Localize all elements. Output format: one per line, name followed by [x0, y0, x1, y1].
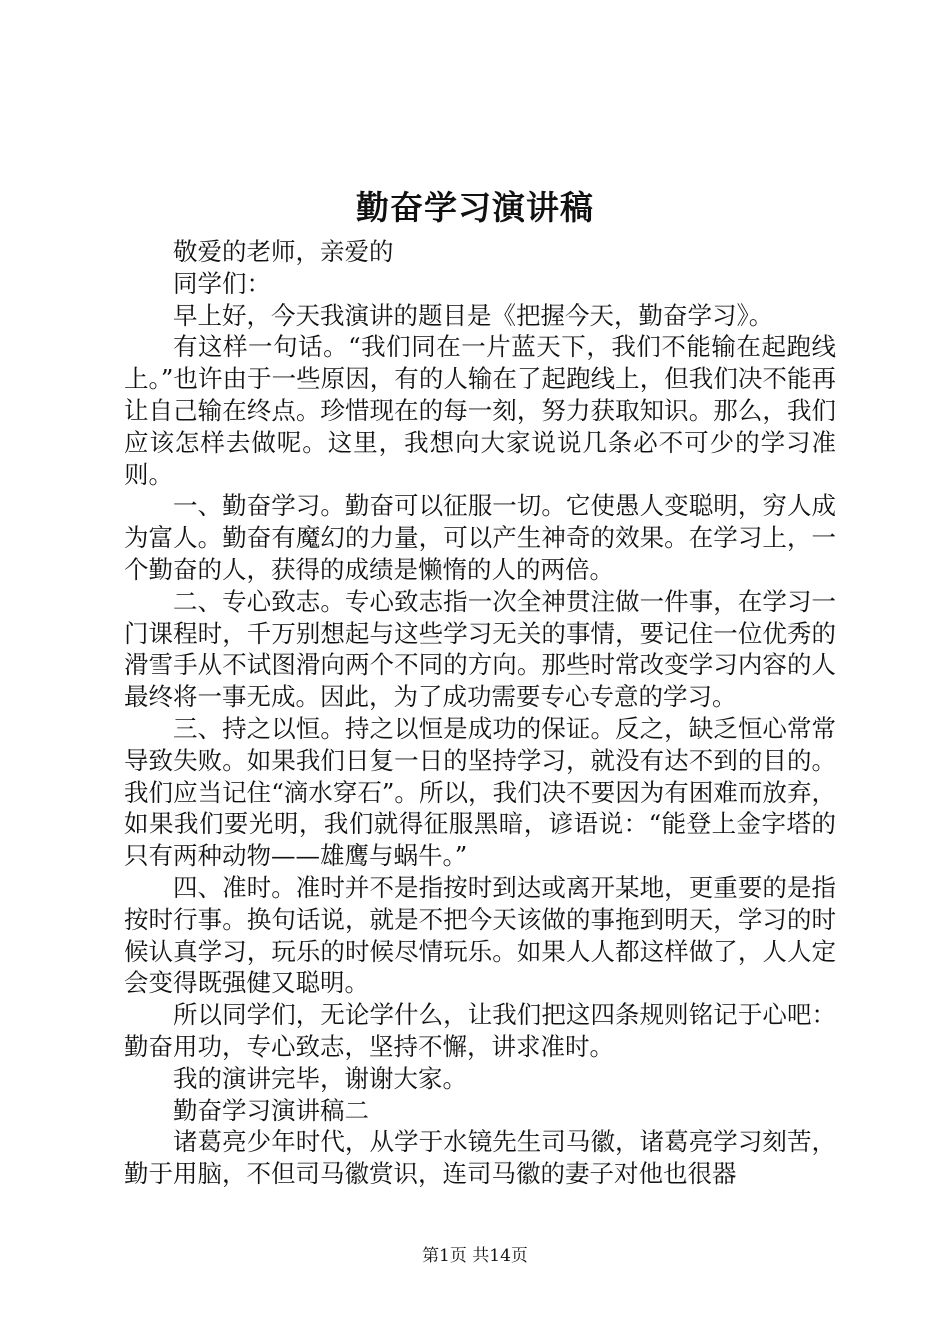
paragraph-greeting-cont: 同学们：	[173, 268, 271, 298]
document-body	[124, 236, 836, 1190]
paragraph-zhuge: 诸葛亮少年时代，从学于水镜先生司马徽，诸葛亮学习刻苦，勤于用脑，不但司马徽赏识，连司马徽的妻子对他也很器	[124, 1127, 836, 1189]
page-number-footer: 第1页 共14页	[422, 1246, 528, 1266]
paragraph-greeting: 敬爱的老师，亲爱的	[173, 237, 394, 266]
paragraph-saying: 有这样一句话。“我们同在一片蓝天下，我们不能输在起跑线上。”也许由于一些原因，有的人输在了起跑线上，但我们决不能再让自己输在终点。珍惜现在的每一刻，努力获取知识。那么，我们应该怎样去做呢。这里，我想向大家说说几条必不可少的学习准则。	[124, 332, 836, 489]
paragraph-closing: 我的演讲完毕，谢谢大家。	[173, 1063, 467, 1093]
paragraph-rule-2: 二、专心致志。专心致志指一次全神贯注做一件事，在学习一门课程时，千万别想起与这些学习无关的事情，要记住一位优秀的滑雪手从不试图滑向两个不同的方向。那些时常改变学习内容的人最终将一事无成。因此，为了成功需要专心专意的学习。	[124, 586, 836, 712]
paragraph-rule-4: 四、准时。准时并不是指按时到达或离开某地，更重要的是指按时行事。换句话说，就是不把今天该做的事拖到明天，学习的时候认真学习，玩乐的时候尽情玩乐。如果人人都这样做了，人人定会变得既强健又聪明。	[124, 872, 836, 998]
paragraph-intro: 早上好，今天我演讲的题目是《把握今天，勤奋学习》。	[173, 300, 774, 330]
paragraph-rule-3: 三、持之以恒。持之以恒是成功的保证。反之，缺乏恒心常常导致失败。如果我们日复一日的坚持学习，就没有达不到的目的。我们应当记住“滴水穿石”。所以，我们决不要因为有困难而放弃，如果我们要光明，我们就得征服黑暗，谚语说：“能登上金字塔的只有两种动物——雄鹰与蜗牛。”	[124, 713, 836, 871]
paragraph-summary: 所以同学们，无论学什么，让我们把这四条规则铭记于心吧：勤奋用功，专心致志，坚持不懈，讲求准时。	[124, 1000, 836, 1061]
document-title: 勤奋学习演讲稿	[356, 188, 594, 227]
paragraph-second-title: 勤奋学习演讲稿二	[173, 1095, 369, 1125]
paragraph-rule-1: 一、勤奋学习。勤奋可以征服一切。它使愚人变聪明，穷人成为富人。勤奋有魔幻的力量，可以产生神奇的效果。在学习上，一个勤奋的人，获得的成绩是懒惰的人的两倍。	[124, 491, 836, 584]
